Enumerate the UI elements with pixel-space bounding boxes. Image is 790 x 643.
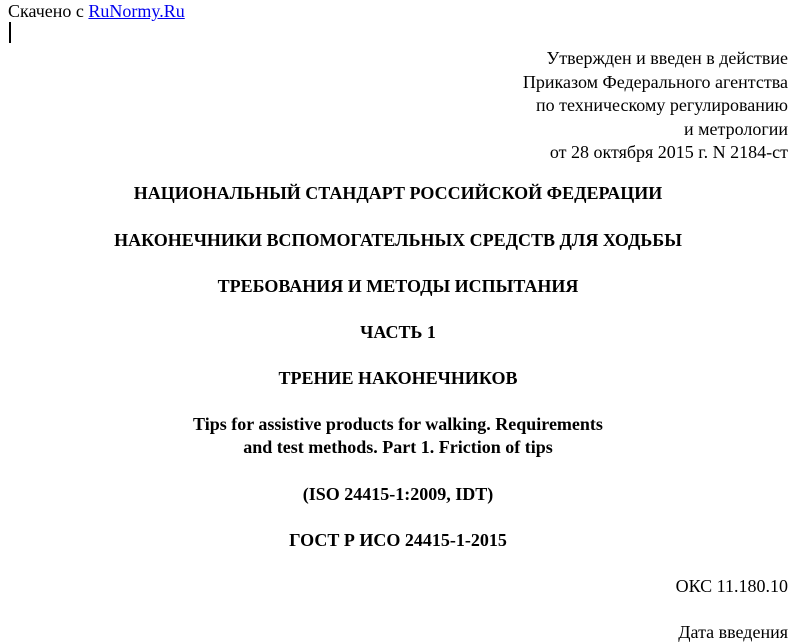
approval-line: Утвержден и введен в действие <box>546 48 788 68</box>
subject-title: НАКОНЕЧНИКИ ВСПОМОГАТЕЛЬНЫХ СРЕДСТВ ДЛЯ ХОДЬБЫ <box>114 230 682 250</box>
part-number: ЧАСТЬ 1 <box>360 322 436 342</box>
text-cursor <box>9 22 11 43</box>
approval-line: по техническому регулированию <box>535 95 788 115</box>
approval-line: от 28 октября 2015 г. N 2184-ст <box>549 142 788 162</box>
intro-date-label: Дата введения <box>678 622 788 642</box>
english-title-line-2: and test methods. Part 1. Friction of tips <box>243 437 553 457</box>
part-title: ТРЕНИЕ НАКОНЕЧНИКОВ <box>278 368 518 388</box>
english-title-line-1: Tips for assistive products for walking. Requirements <box>193 414 603 434</box>
source-link[interactable]: RuNormy.Ru <box>88 1 185 21</box>
iso-reference: (ISO 24415-1:2009, IDT) <box>302 484 494 504</box>
download-source-line <box>8 1 185 21</box>
approval-line: и метрологии <box>684 118 788 139</box>
standard-title: НАЦИОНАЛЬНЫЙ СТАНДАРТ РОССИЙСКОЙ ФЕДЕРАЦИИ <box>133 183 663 203</box>
approval-line: Приказом Федерального агентства <box>522 71 788 92</box>
gost-code: ГОСТ Р ИСО 24415-1-2015 <box>289 530 507 550</box>
approval-block <box>523 47 788 165</box>
oks-code: ОКС 11.180.10 <box>675 576 788 596</box>
download-prefix: Скачено с <box>8 1 84 21</box>
requirements-title: ТРЕБОВАНИЯ И МЕТОДЫ ИСПЫТАНИЯ <box>217 276 579 296</box>
